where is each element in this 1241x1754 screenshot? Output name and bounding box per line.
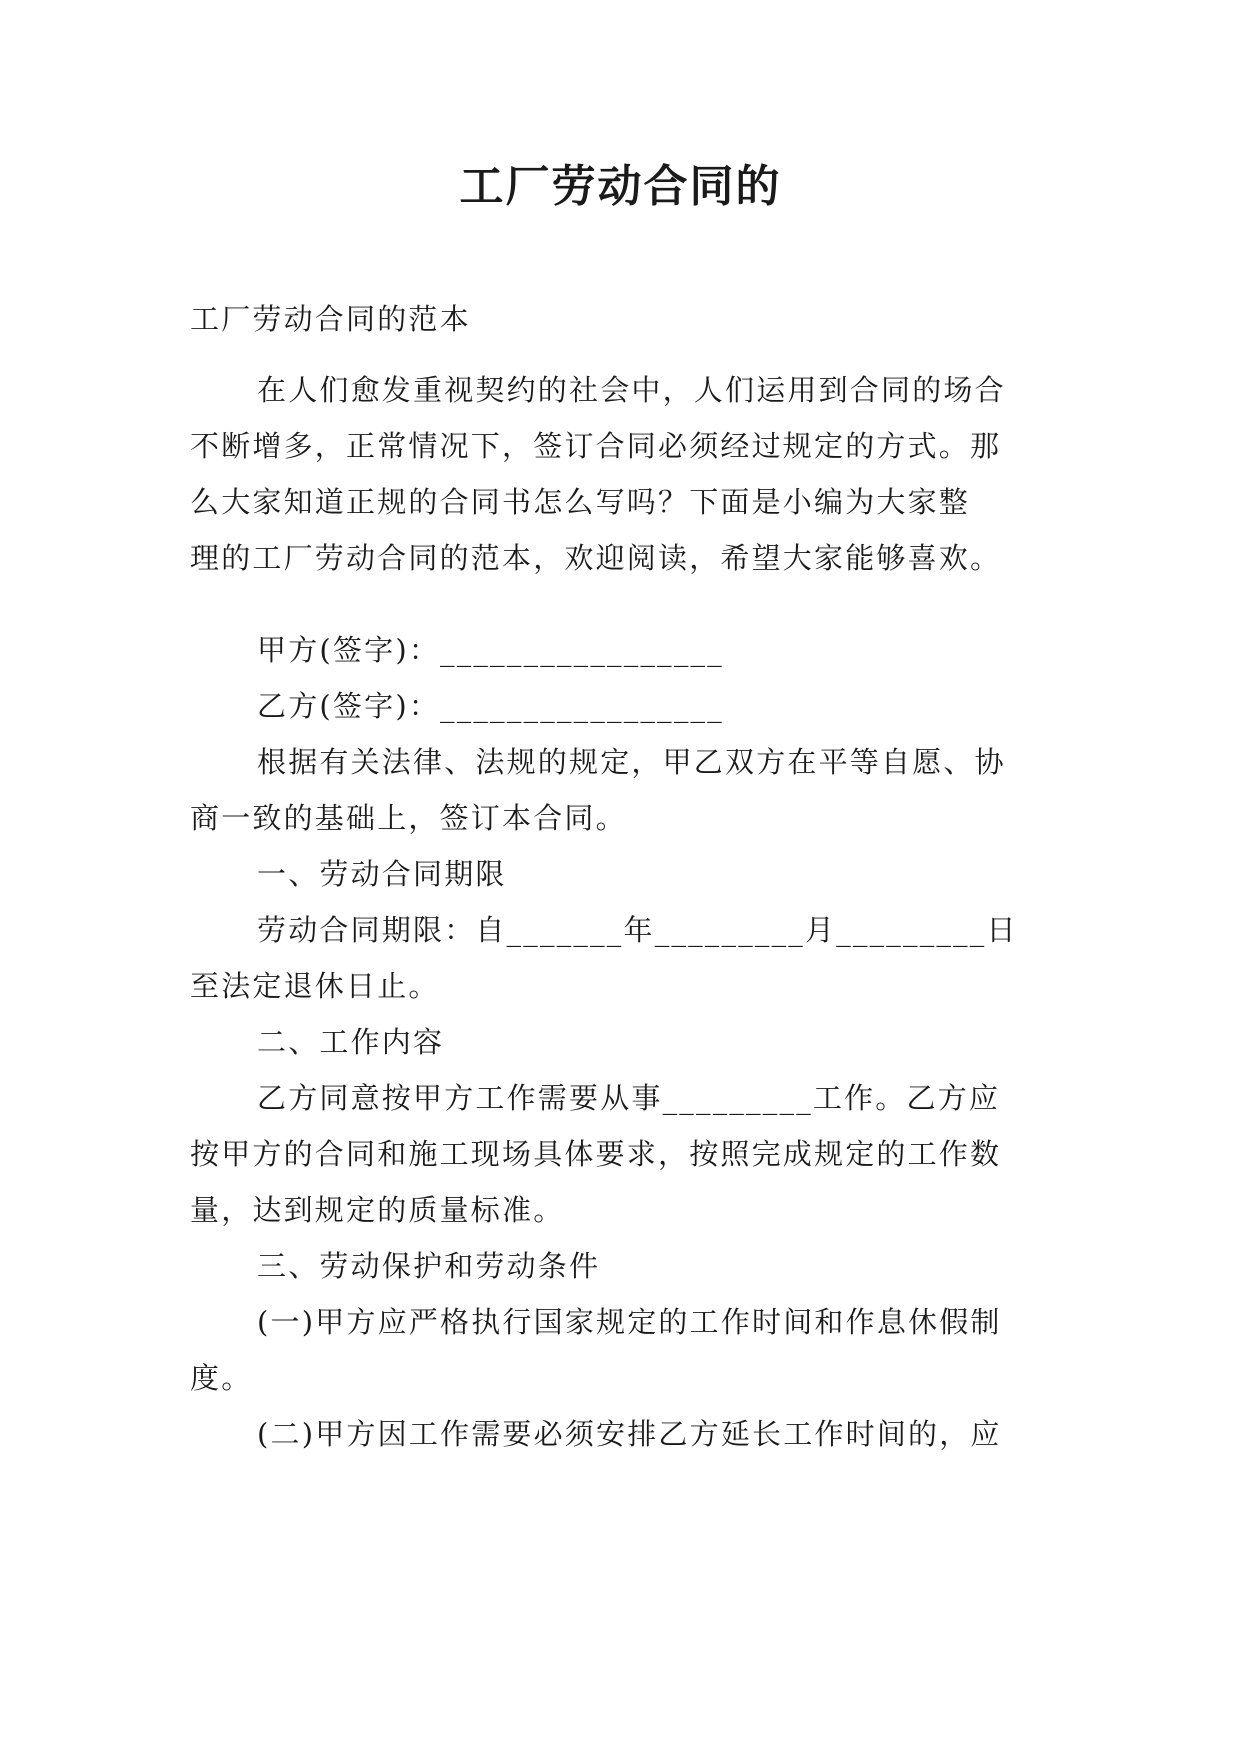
paragraph-line: 商一致的基础上，签订本合同。 xyxy=(190,801,627,835)
paragraph-line: 劳动合同期限：自_______年_________月_________日 xyxy=(257,913,1018,947)
paragraph-line: 乙方同意按甲方工作需要从事_________工作。乙方应 xyxy=(257,1081,1001,1115)
section-heading: 一、劳动合同期限 xyxy=(257,857,507,891)
party-b-signature-line: 乙方(签字)：_________________ xyxy=(257,689,724,723)
party-a-signature-line: 甲方(签字)：_________________ xyxy=(257,633,724,667)
document-title: 工厂劳动合同的 xyxy=(459,161,782,212)
paragraph-line: 度。 xyxy=(190,1361,253,1395)
paragraph-line: 理的工厂劳动合同的范本，欢迎阅读，希望大家能够喜欢。 xyxy=(190,541,1002,575)
section-heading: 二、工作内容 xyxy=(257,1025,445,1059)
paragraph-line: 不断增多，正常情况下，签订合同必须经过规定的方式。那 xyxy=(190,429,1002,463)
paragraph-line: (一)甲方应严格执行国家规定的工作时间和作息休假制 xyxy=(257,1305,1002,1339)
paragraph-line: 按甲方的合同和施工现场具体要求，按照完成规定的工作数 xyxy=(190,1137,1002,1171)
paragraph-line: 至法定退休日止。 xyxy=(190,969,440,1003)
paragraph-line: 根据有关法律、法规的规定，甲乙双方在平等自愿、协 xyxy=(257,745,1006,779)
paragraph-line: (二)甲方因工作需要必须安排乙方延长工作时间的，应 xyxy=(257,1417,1002,1451)
document-subtitle: 工厂劳动合同的范本 xyxy=(190,302,471,336)
paragraph-line: 么大家知道正规的合同书怎么写吗？下面是小编为大家整 xyxy=(190,485,971,519)
section-heading: 三、劳动保护和劳动条件 xyxy=(257,1249,601,1283)
paragraph-line: 量，达到规定的质量标准。 xyxy=(190,1193,565,1227)
paragraph-line: 在人们愈发重视契约的社会中，人们运用到合同的场合 xyxy=(257,373,1006,407)
